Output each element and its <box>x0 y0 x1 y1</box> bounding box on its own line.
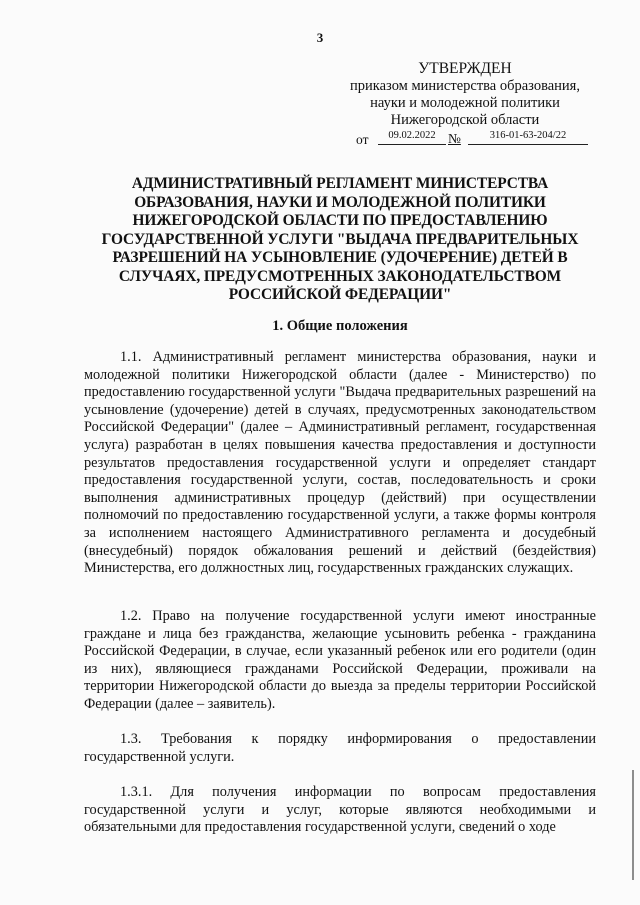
paragraph <box>84 784 596 837</box>
order-details <box>356 130 596 150</box>
section-heading: 1. Общие положения <box>272 318 408 334</box>
paragraph <box>84 349 596 578</box>
approval-line: науки и молодежной политики <box>370 95 560 111</box>
paragraph-text: 1.3.1. Для получения информации по вопросам предоставления государственной услуги и услуг, которые являются необходимыми и обязательными для предоставления государственной услуги, сведений о ходе <box>84 784 596 836</box>
page-number: 3 <box>316 30 324 45</box>
paragraph-text: 1.1. Административный регламент министерства образования, науки и молодежной политики Нижегородской области (далее - Министерство) по предоставлению государственной услуги "Выдача предварительных разрешений на усыновление (удочерение) детей в случаях, предусмотренных законодательством Российской Федерации" (далее – Административный регламент, государственная услуга) разработан в целях повышения качества предоставления и доступности результатов предоставления государственной услуги и определяет стандарт предоставления государственной услуги, состав, последовательность и сроки выполнения административных процедур (действий) при осуществлении полномочий по предоставлению государственной услуги, а также формы контроля за исполнением настоящего Административного регламента и досудебный (внесудебный) порядок обжалования решений и действий (бездействия) Министерства, его должностных лиц, государственных гражданских служащих. <box>84 349 596 577</box>
approval-stamp <box>330 60 600 129</box>
approval-line: приказом министерства образования, <box>350 78 580 94</box>
paragraph-text: 1.3. Требования к порядку информирования о предоставлении государственной услуги. <box>84 731 596 765</box>
paragraph <box>84 608 596 714</box>
order-date: 09.02.2022 <box>378 130 446 145</box>
paragraph-text: 1.2. Право на получение государственной услуги имеют иностранные граждане и лица без гражданства, желающие усыновить ребенка - гражданина Российской Федерации, в случае, если указанный ребенок или его родители (один из них), являющиеся гражданами Российской Федерации, проживали на территории Нижегородской области до выезда за пределы территории Российской Федерации (далее – заявитель). <box>84 608 596 712</box>
approval-title: УТВЕРЖДЕН <box>418 60 512 77</box>
from-label: от <box>356 132 369 147</box>
scan-edge-mark <box>632 770 634 880</box>
paragraph <box>84 731 596 766</box>
document-title: АДМИНИСТРАТИВНЫЙ РЕГЛАМЕНТ МИНИСТЕРСТВА ОБРАЗОВАНИЯ, НАУКИ И МОЛОДЕЖНОЙ ПОЛИТИКИ НИЖЕГОРОДСКОЙ ОБЛАСТИ ПО ПРЕДОСТАВЛЕНИЮ ГОСУДАРСТВЕННОЙ УСЛУГИ "ВЫДАЧА ПРЕДВАРИТЕЛЬНЫХ РАЗРЕШЕНИЙ НА УСЫНОВЛЕНИЕ (УДОЧЕРЕНИЕ) ДЕТЕЙ В СЛУЧАЯХ, ПРЕДУСМОТРЕННЫХ ЗАКОНОДАТЕЛЬСТВОМ РОССИЙСКОЙ ФЕДЕРАЦИИ" <box>101 175 579 303</box>
order-number: 316-01-63-204/22 <box>468 130 588 145</box>
number-label: № <box>448 131 461 146</box>
approval-line: Нижегородской области <box>390 112 540 128</box>
